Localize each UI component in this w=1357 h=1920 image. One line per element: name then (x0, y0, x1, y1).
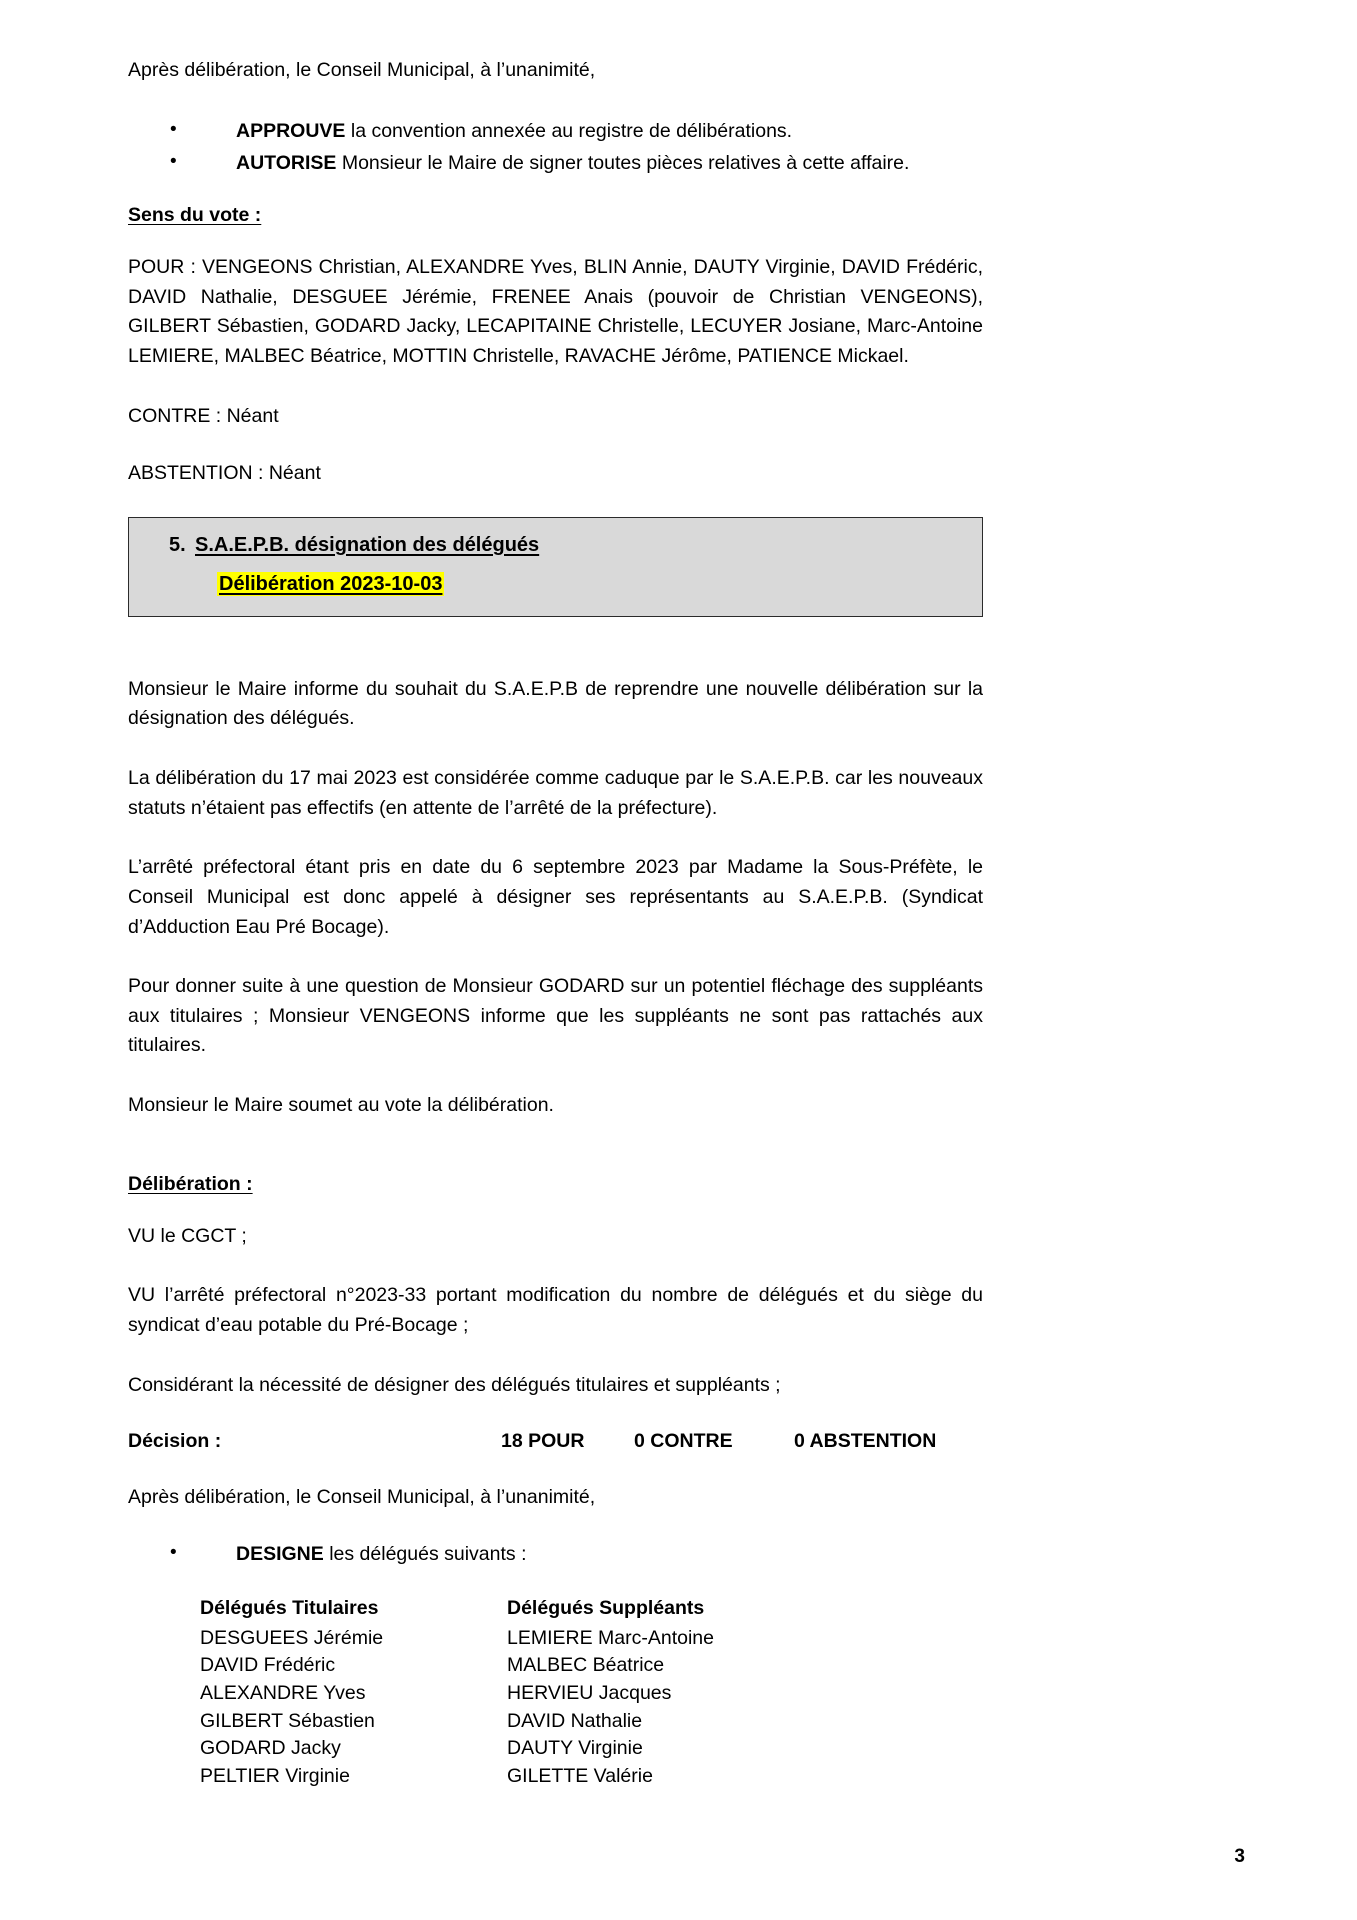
delegate-titulaire: GILBERT Sébastien (200, 1709, 375, 1732)
delegate-suppleant: MALBEC Béatrice (507, 1654, 665, 1677)
bullet-text: la convention annexée au registre de délibérations. (345, 119, 793, 142)
vote-pour-paragraph: POUR : VENGEONS Christian, ALEXANDRE Yves, BLIN Annie, DAUTY Virginie, DAVID Frédéric, DAVID Nathalie, DESGUEE Jérémie, FRENEE Anais (pouvoir de Christian VENGEONS), GILBERT Sébastien, GODARD Jacky, LECAPITAINE Christelle, LECUYER Josiane, Marc-Antoine LEMIERE, MALBEC Béatrice, MOTTIN Christelle, RAVACHE Jérôme, PATIENCE Mickael. (128, 256, 983, 367)
delegate-suppleant: GILETTE Valérie (507, 1765, 653, 1788)
body-paragraph-4: Pour donner suite à une question de Monsieur GODARD sur un potentiel fléchage des suppléants aux titulaires ; Monsieur VENGEONS informe que les suppléants ne sont pas rattachés aux titulaires. (128, 975, 983, 1057)
decision-bullet-list (128, 116, 983, 178)
deliberation-heading: Délibération : (128, 1172, 253, 1195)
list-item (128, 116, 983, 146)
body-paragraph-2: La délibération du 17 mai 2023 est considérée comme caduque par le S.A.E.P.B. car les nouveaux statuts n’étaient pas effectifs (en attente de l’arrêté de la préfecture). (128, 767, 983, 819)
delegate-titulaire: GODARD Jacky (200, 1737, 341, 1760)
vu-line-1: VU le CGCT ; (128, 1224, 247, 1247)
bullet-keyword: APPROUVE (236, 119, 346, 142)
conclusion-paragraph: Après délibération, le Conseil Municipal, à l’unanimité, (128, 1486, 596, 1509)
page-number: 3 (1234, 1846, 1245, 1867)
decision-label: Décision : (128, 1430, 222, 1453)
column-header-suppleants: Délégués Suppléants (507, 1597, 705, 1620)
decision-contre: 0 CONTRE (634, 1430, 733, 1453)
delegates-table (128, 1595, 983, 1791)
table-header-row (200, 1595, 983, 1623)
spacer (128, 1151, 983, 1173)
page-content (128, 56, 983, 1791)
delegate-suppleant: LEMIERE Marc-Antoine (507, 1626, 714, 1649)
section-title: S.A.E.P.B. désignation des délégués (195, 533, 540, 556)
bullet-text: les délégués suivants : (323, 1542, 527, 1565)
table-row (200, 1708, 983, 1736)
delegate-titulaire: ALEXANDRE Yves (200, 1682, 366, 1705)
list-item (128, 148, 983, 178)
delegate-suppleant: DAUTY Virginie (507, 1737, 643, 1760)
vote-abstention-line: ABSTENTION : Néant (128, 462, 321, 485)
body-paragraph-1: Monsieur le Maire informe du souhait du S.A.E.P.B de reprendre une nouvelle délibération sur la désignation des délégués. (128, 677, 983, 730)
designate-bullet-list (128, 1539, 983, 1569)
bullet-keyword: DESIGNE (236, 1542, 324, 1565)
column-header-titulaires: Délégués Titulaires (200, 1597, 379, 1620)
table-row (200, 1763, 983, 1791)
decision-pour: 18 POUR (501, 1430, 585, 1453)
vote-heading: Sens du vote : (128, 204, 262, 227)
decision-abstention: 0 ABSTENTION (794, 1430, 937, 1453)
delegate-suppleant: HERVIEU Jacques (507, 1682, 672, 1705)
vote-contre-line: CONTRE : Néant (128, 404, 279, 427)
bullet-text: Monsieur le Maire de signer toutes pièces relatives à cette affaire. (336, 151, 910, 174)
vu-line-2: VU l’arrêté préfectoral n°2023-33 portant modification du nombre de délégués et du siège du syndicat d’eau potable du Pré-Bocage ; (128, 1284, 983, 1336)
body-paragraph-5: Monsieur le Maire soumet au vote la délibération. (128, 1094, 554, 1117)
delegate-titulaire: DESGUEES Jérémie (200, 1626, 384, 1649)
delegate-titulaire: DAVID Frédéric (200, 1654, 336, 1677)
table-row (200, 1625, 983, 1653)
section-heading-box (128, 517, 983, 617)
table-row (200, 1735, 983, 1763)
delegate-titulaire: PELTIER Virginie (200, 1765, 350, 1788)
intro-paragraph: Après délibération, le Conseil Municipal, à l’unanimité, (128, 59, 596, 81)
decision-row (128, 1430, 983, 1453)
table-row (200, 1652, 983, 1680)
deliberation-reference: Délibération 2023-10-03 (219, 572, 443, 595)
body-paragraph-3: L’arrêté préfectoral étant pris en date du 6 septembre 2023 par Madame la Sous-Préfète, le Conseil Municipal est donc appelé à désigner ses représentants au S.A.E.P.B. (Syndicat d’Adduction Eau Pré Bocage). (128, 856, 983, 938)
bullet-keyword: AUTORISE (236, 151, 337, 174)
list-item (128, 1539, 983, 1569)
deliberation-ref-row (147, 573, 964, 596)
vu-line-3: Considérant la nécessité de désigner des délégués titulaires et suppléants ; (128, 1373, 781, 1396)
section-number: 5. (169, 533, 186, 556)
table-row (200, 1680, 983, 1708)
section-number-row (147, 534, 964, 557)
delegate-suppleant: DAVID Nathalie (507, 1709, 643, 1732)
